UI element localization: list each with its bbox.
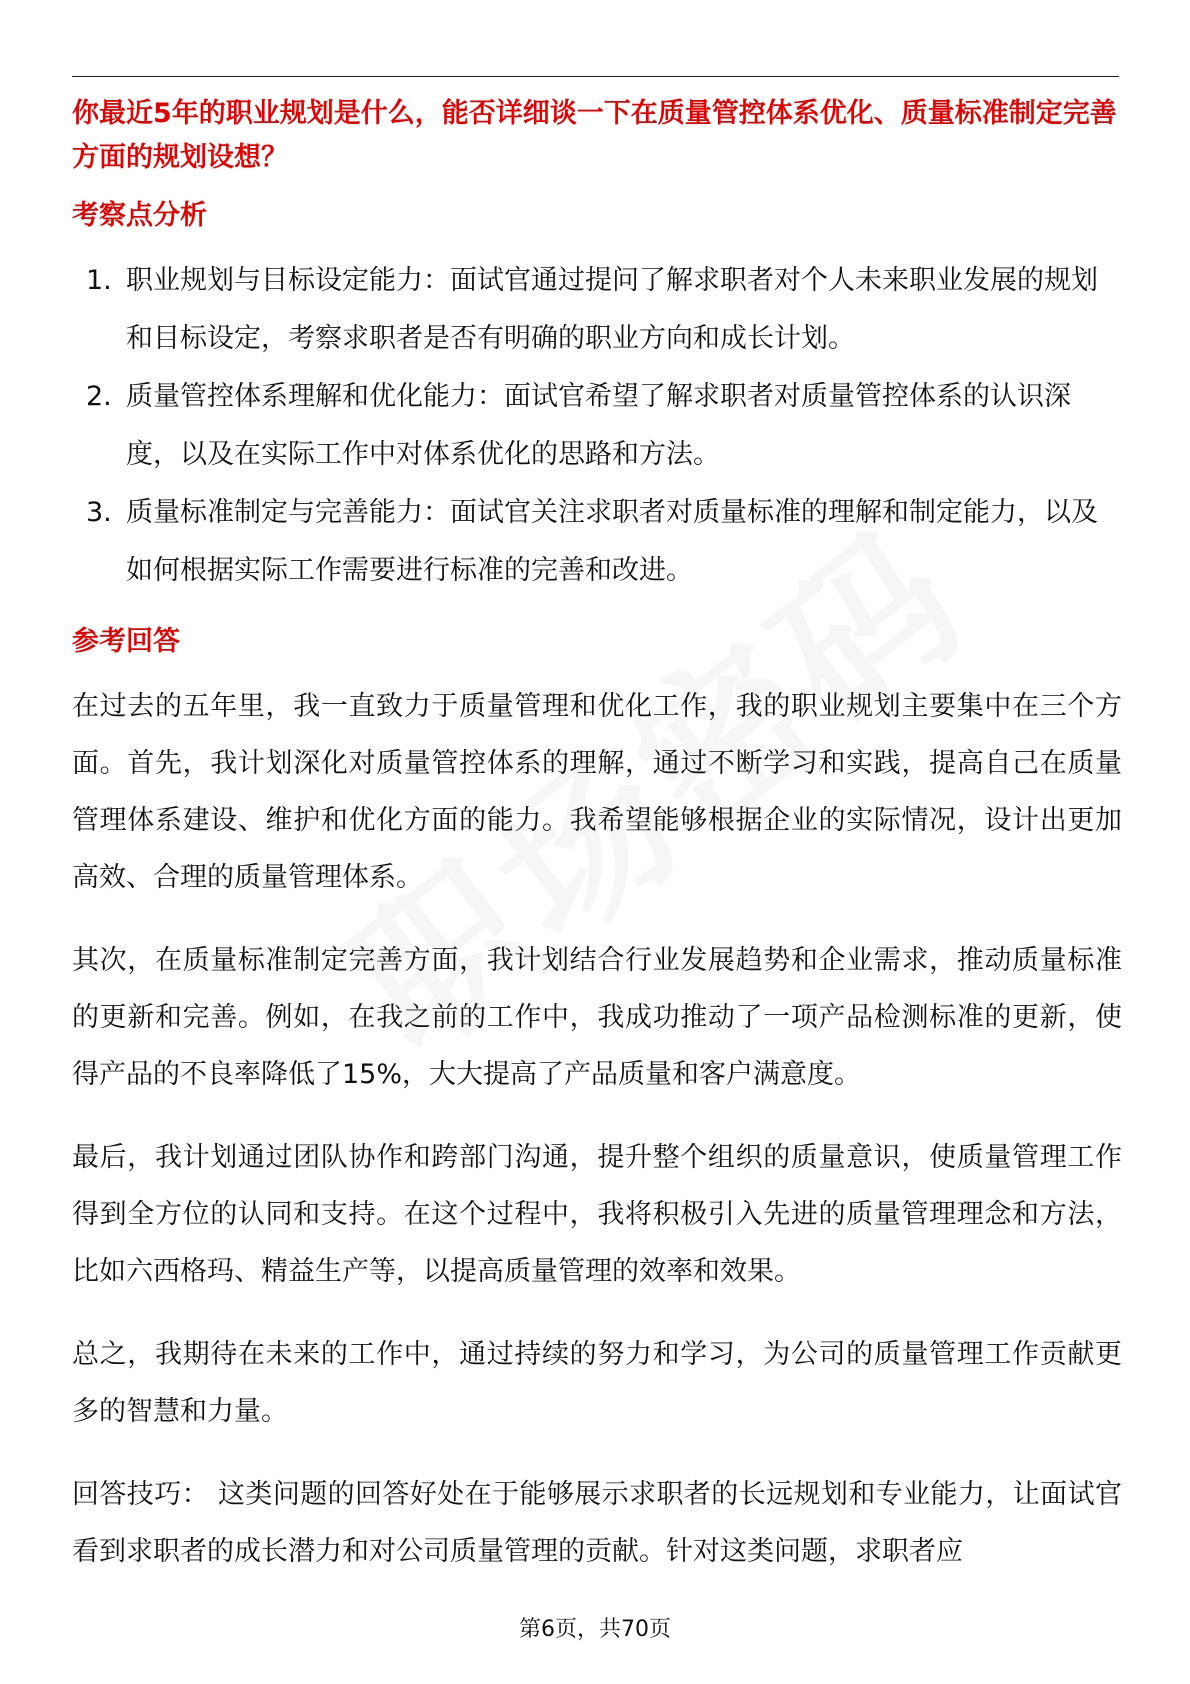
analysis-item-number: 1. [86,265,112,296]
answer-paragraph: 在过去的五年里，我一直致力于质量管理和优化工作，我的职业规划主要集中在三个方面。首先，我计划深化对质量管控体系的理解，通过不断学习和实践，提高自己在质量管理体系建设、维护和优化方面的能力。我希望能够根据企业的实际情况，设计出更加高效、合理的质量管理体系。 [72,691,1122,893]
analysis-item-number: 3. [86,497,112,528]
answer-heading: 参考回答 [72,626,180,657]
analysis-item-number: 2. [86,381,112,412]
answer-paragraph: 最后，我计划通过团队协作和跨部门沟通，提升整个组织的质量意识，使质量管理工作得到全方位的认同和支持。在这个过程中，我将积极引入先进的质量管理理念和方法，比如六西格玛、精益生产等，以提高质量管理的效率和效果。 [72,1142,1122,1287]
page-content [72,92,1122,1580]
question-title: 你最近5年的职业规划是什么，能否详细谈一下在质量管控体系优化、质量标准制定完善方面的规划设想？ [72,98,1117,173]
analysis-item-text: 质量标准制定与完善能力：面试官关注求职者对质量标准的理解和制定能力，以及如何根据实际工作需要进行标准的完善和改进。 [126,497,1098,586]
analysis-item [72,368,1122,484]
analysis-item-text: 职业规划与目标设定能力：面试官通过提问了解求职者对个人未来职业发展的规划和目标设定，考察求职者是否有明确的职业方向和成长计划。 [126,265,1098,354]
answer-tips: 回答技巧： 这类问题的回答好处在于能够展示求职者的长远规划和专业能力，让面试官看到求职者的成长潜力和对公司质量管理的贡献。针对这类问题，求职者应 [72,1479,1122,1567]
page-number: 第6页，共70页 [519,1617,671,1642]
analysis-list [72,252,1122,600]
analysis-item [72,484,1122,600]
analysis-heading: 考察点分析 [72,200,207,231]
analysis-item-text: 质量管控体系理解和优化能力：面试官希望了解求职者对质量管控体系的认识深度，以及在实际工作中对体系优化的思路和方法。 [126,381,1071,470]
analysis-item [72,252,1122,368]
answer-paragraph: 总之，我期待在未来的工作中，通过持续的努力和学习，为公司的质量管理工作贡献更多的智慧和力量。 [72,1339,1122,1427]
answer-paragraph: 其次，在质量标准制定完善方面，我计划结合行业发展趋势和企业需求，推动质量标准的更新和完善。例如，在我之前的工作中，我成功推动了一项产品检测标准的更新，使得产品的不良率降低了15%，大大提高了产品质量和客户满意度。 [72,945,1122,1090]
top-divider [72,76,1119,77]
